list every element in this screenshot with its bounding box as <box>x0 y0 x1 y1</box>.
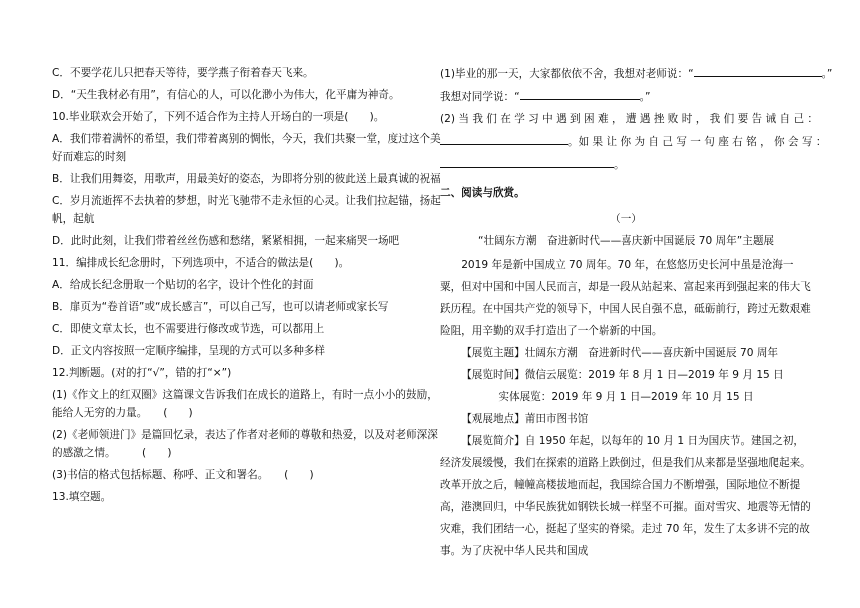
q10-stem: 10.毕业联欢会开始了，下列不适合作为主持人开场白的一项是( )。 <box>52 111 385 123</box>
q12-stem: 12.判断题。(对的打“√”，错的打“×”) <box>52 367 232 379</box>
q10-option-c-line1: C．岁月流逝挥不去执着的梦想，时光飞驰带不走永恒的心灵。让我们拉起锚，扬起 <box>52 195 441 207</box>
exhibition-intro-paragraph: 2019 年是新中国成立 70 周年。70 年，在悠悠历史长河中虽是沧海一粟，但对中国和中国人民而言，却是一段从站起来、富起来再到强起来的伟大飞跃历程。在中国共产党的领导下，中国人民自强不息，砥砺前行，跨过无数艰难险阻，用辛勤的双手打造出了一个崭新的中国。 <box>440 259 811 337</box>
fill2-line3 <box>440 155 812 174</box>
fill1-prompt-teacher: (1)毕业的那一天，大家都依依不舍，我想对老师说：“ <box>440 68 694 80</box>
intro-label: 【展览简介】 <box>461 435 525 447</box>
right-column <box>440 64 833 562</box>
fill1-prompt-classmate: 我想对同学说：“ <box>440 91 520 103</box>
fill1-line2 <box>440 87 812 106</box>
fill2-blank-motto[interactable] <box>440 155 614 168</box>
q11-option-a: A．给成长纪念册取一个贴切的名字，设计个性化的封面 <box>52 279 314 291</box>
q13-stem: 13.填空题。 <box>52 491 112 503</box>
q11-option-c: C．即使文章太长，也不需要进行修改或节选，可以都用上 <box>52 323 325 335</box>
q12-item2-line1: (2)《老师领进门》是篇回忆录，表达了作者对老师的尊敬和热爱，以及对老师深深 <box>52 429 438 441</box>
q12-item1-line2: 能给人无穷的力量。 ( ) <box>52 407 193 419</box>
fill1-blank-classmate[interactable] <box>520 87 640 100</box>
exhibition-summary <box>440 430 812 562</box>
q9-option-d: D．“天生我材必有用”，有信心的人，可以化渺小为伟大，化平庸为神奇。 <box>52 89 400 101</box>
q12-item2-line2: 的感激之情。 ( ) <box>52 447 172 459</box>
theme-label: 【展览主题】 <box>461 347 525 359</box>
place-label: 【观展地点】 <box>461 413 525 425</box>
fill1-blank-teacher[interactable] <box>694 64 822 77</box>
place-value: 莆田市图书馆 <box>524 413 589 425</box>
fill2-blank-self[interactable] <box>440 132 568 145</box>
fill2-end: 。 <box>614 159 625 171</box>
q11-option-b: B．扉页为“卷首语”或“成长感言”，可以自己写，也可以请老师或家长写 <box>52 301 389 313</box>
section-heading-reading: 二、阅读与欣赏。 <box>440 187 525 199</box>
exhibition-time <box>440 364 812 386</box>
intro-value: 自 1950 年起，以每年的 10 月 1 日为国庆节。建国之初，经济发展缓慢，我们在探索的道路上跌倒过，但是我们从来都是坚强地爬起来。改革开放之后，幢幢高楼拔地而起，我国综合国力不断增强，国际地位不断提高，港澳回归，中华民族犹如钢铁长城一样坚不可摧。面对雪灾、地震等无情的灾难，我们团结一心，挺起了坚实的脊梁。走过 70 年，发生了太多讲不完的故事。为了庆祝中华人民共和国成 <box>440 435 811 557</box>
q9-option-c: C．不要学花儿只把春天等待，要学燕子衔着春天飞来。 <box>52 67 314 79</box>
theme-value: 壮阔东方潮 奋进新时代——喜庆新中国诞辰 70 周年 <box>524 347 779 359</box>
fill2-line2 <box>440 132 827 151</box>
exhibition-theme <box>440 342 812 364</box>
q10-option-c-line2: 帆，起航 <box>52 213 95 225</box>
fill1-end-classmate: 。” <box>639 91 651 103</box>
q12-item1-line1: (1)《作文上的红双圈》这篇课文告诉我们在成长的道路上，有时一点小小的鼓励， <box>52 389 438 401</box>
fill1-line1 <box>440 64 833 83</box>
q10-option-b: B．让我们用舞姿，用歌声，用最美好的姿态，为即将分别的彼此送上最真诚的祝福 <box>52 173 441 185</box>
left-column <box>52 64 441 506</box>
q10-option-a-line2: 好而难忘的时刻 <box>52 151 127 163</box>
exhibition-place <box>440 408 812 430</box>
q10-option-a-line1: A．我们带着满怀的希望，我们带着离别的惆怅，今天，我们共聚一堂，度过这个美 <box>52 133 441 145</box>
time-label: 【展览时间】 <box>461 369 525 381</box>
fill1-end-teacher: 。” <box>821 68 833 80</box>
q11-option-d: D．正文内容按照一定顺序编排，呈现的方式可以多种多样 <box>52 345 325 357</box>
q11-stem: 11．编排成长纪念册时，下列选项中，不适合的做法是( )。 <box>52 257 350 269</box>
fill2-line1: (2) 当 我 们 在 学 习 中 遇 到 困 难 ， 遭 遇 挫 败 时 ， 我 们 要 告 诫 自 己 ： <box>440 113 818 125</box>
q12-item3: (3)书信的格式包括标题、称呼、正文和署名。 ( ) <box>52 469 314 481</box>
exhibition-title: “壮阔东方潮 奋进新时代——喜庆新中国诞辰 70 周年”主题展 <box>477 235 775 247</box>
q10-option-d: D．此时此刻，让我们带着丝丝伤感和愁绪，紧紧相拥，一起来痛哭一场吧 <box>52 235 400 247</box>
time-value-online: 微信云展览：2019 年 8 月 1 日—2019 年 9 月 15 日 <box>524 369 784 381</box>
fill2-motto-prompt: 。如 果 让 你 为 自 己 写 一 句 座 右 铭 ， 你 会 写 ： <box>568 136 827 148</box>
time-value-physical: 实体展览：2019 年 9 月 1 日—2019 年 10 月 15 日 <box>498 391 754 403</box>
part-one-label: （一） <box>610 213 642 225</box>
